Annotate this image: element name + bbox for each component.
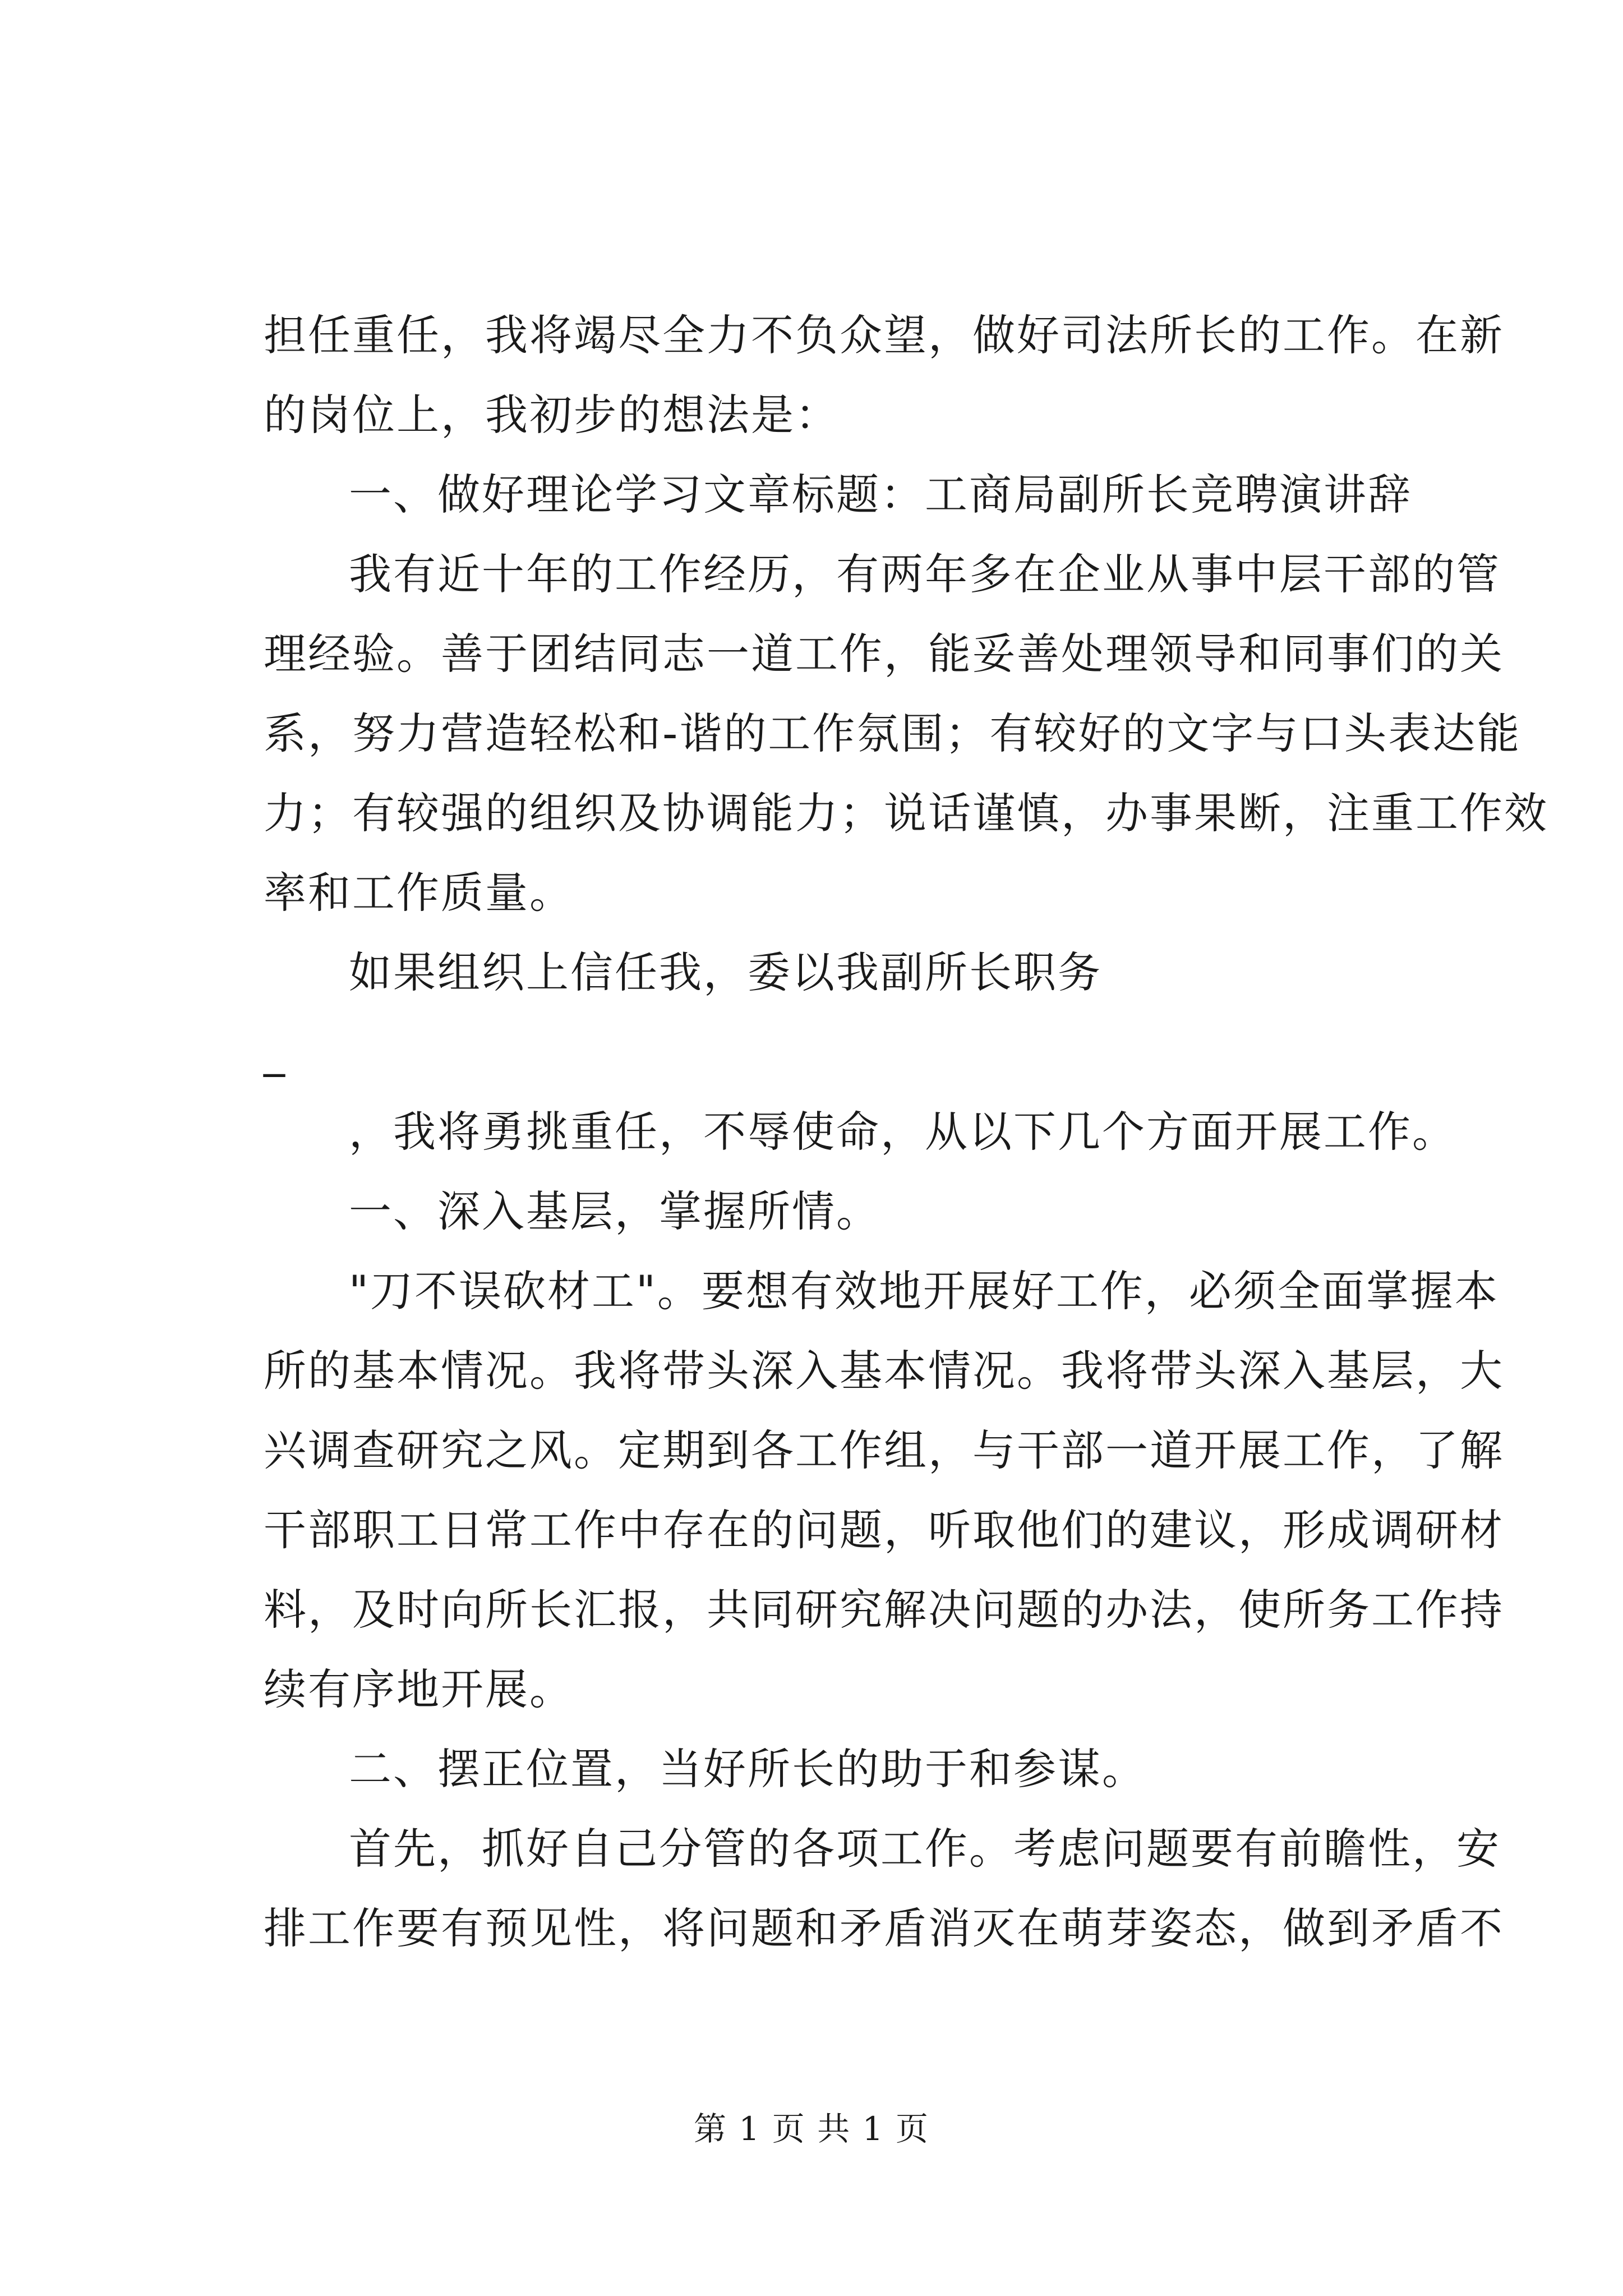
text-line: 力；有较强的组织及协调能力；说话谨慎，办事果断，注重工作效: [264, 788, 1548, 838]
text-line: 兴调查研究之风。定期到各工作组，与干部一道开展工作，了解: [264, 1425, 1504, 1475]
text-line: 我有近十年的工作经历，有两年多在企业从事中层干部的管: [349, 549, 1501, 599]
text-line: 首先，抓好自己分管的各项工作。考虑问题要有前瞻性，安: [349, 1824, 1501, 1874]
text-line: _: [264, 1027, 287, 1077]
text-line: 担任重任，我将竭尽全力不负众望，做好司法所长的工作。在新: [264, 310, 1504, 360]
text-line: 续有序地开展。: [264, 1664, 574, 1714]
text-line: 率和工作质量。: [264, 868, 574, 918]
text-line: ，我将勇挑重任，不辱使命，从以下几个方面开展工作。: [349, 1107, 1456, 1157]
text-line: 料，及时向所长汇报，共同研究解决问题的办法，使所务工作持: [264, 1585, 1504, 1635]
text-line: 一、做好理论学习文章标题：工商局副所长竞聘演讲辞: [349, 470, 1412, 519]
text-line: 一、深入基层，掌握所情。: [349, 1186, 880, 1236]
text-line: 系，努力营造轻松和-谐的工作氛围；有较好的文字与口头表达能: [264, 708, 1521, 758]
text-line: 如果组织上信任我，委以我副所长职务: [349, 947, 1102, 997]
text-line: 干部职工日常工作中存在的问题，听取他们的建议，形成调研材: [264, 1505, 1504, 1555]
text-line: 二、摆正位置，当好所长的助于和参谋。: [349, 1744, 1146, 1794]
page-footer: 第 1 页 共 1 页: [694, 2110, 929, 2148]
text-line: 所的基本情况。我将带头深入基本情况。我将带头深入基层，大: [264, 1346, 1504, 1396]
text-line: 排工作要有预见性，将问题和矛盾消灭在萌芽姿态，做到矛盾不: [264, 1903, 1504, 1953]
text-line: "刀不误砍材工"。要想有效地开展好工作，必须全面掌握本: [349, 1266, 1499, 1316]
text-line: 理经验。善于团结同志一道工作，能妥善处理领导和同事们的关: [264, 629, 1504, 679]
text-line: 的岗位上，我初步的想法是：: [264, 390, 840, 440]
